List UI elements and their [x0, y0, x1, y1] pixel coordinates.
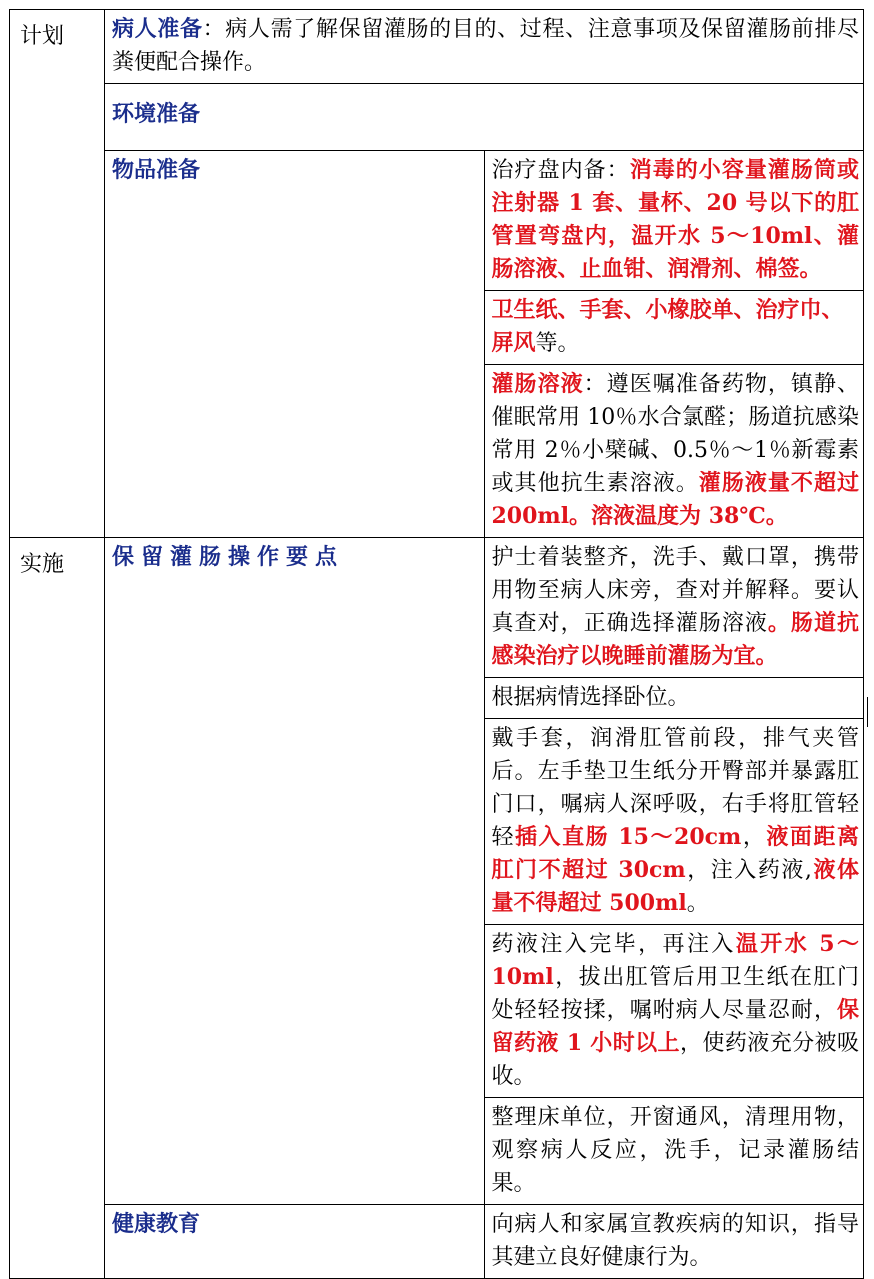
items-prep-row1-list: 消毒的小容量灌肠筒或注射器 1 套、量杯、20 号以下的肛管置弯盘内，温开水 5～10ml、灌肠溶液、止血钳、润滑剂、棉签。: [491, 157, 859, 282]
health-edu-label-cell: [105, 1205, 485, 1279]
procedure-step-3-text-c: ，: [741, 825, 767, 850]
nursing-procedure-table: [9, 9, 864, 1279]
section-impl-cell: [10, 538, 105, 1279]
procedure-step-2: [484, 678, 864, 719]
procedure-step-3-text-g: 。: [686, 891, 709, 916]
items-prep-label-cell: [105, 151, 485, 538]
procedure-step-3: [484, 719, 864, 925]
items-prep-label: 物品准备: [112, 157, 201, 183]
procedure-step-1-text: 护士着装整齐，洗手、戴口罩，携带用物至病人床旁，查对并解释。要认真查对，正确选择灌肠溶液: [491, 545, 859, 636]
procedure-step-4-retain-time: 保留药液 1 小时以上: [491, 997, 859, 1056]
items-prep-row2-suffix: 等。: [535, 331, 580, 356]
procedure-step-3-text-e: ，注入药液,: [685, 858, 812, 883]
section-plan-label: 计划: [20, 24, 65, 49]
procedure-step-1: [484, 538, 864, 678]
table-row: [10, 151, 864, 291]
items-prep-row3-label: 灌肠溶液: [491, 371, 584, 397]
items-prep-row3-emphasis: 灌肠液量不超过 200ml。溶液温度为 38℃。: [491, 470, 859, 529]
procedure-step-4: [484, 925, 864, 1098]
table-row: [10, 84, 864, 151]
patient-prep-cell: [105, 10, 864, 84]
procedure-step-5-text: 整理床单位，开窗通风，清理用物，观察病人反应，洗手，记录灌肠结果。: [491, 1105, 859, 1196]
items-prep-row2: [484, 291, 864, 365]
items-prep-row1: [484, 151, 864, 291]
section-plan-cell: [10, 10, 105, 538]
items-prep-row3-text: ：遵医嘱准备药物，镇静、催眠常用 10％水合氯醛；肠道抗感染常用 2％小檗碱、0.5％～1％新霉素或其他抗生素溶液。: [491, 372, 859, 496]
procedure-step-5: [484, 1098, 864, 1205]
env-prep-label: 环境准备: [112, 101, 201, 127]
margin-marker: [867, 697, 868, 727]
procedure-step-3-insert-depth: 插入直肠 15～20cm: [515, 824, 742, 850]
table-row: [10, 538, 864, 678]
procedure-step-2-text: 根据病情选择卧位。: [491, 685, 690, 710]
health-edu-text-cell: [484, 1205, 864, 1279]
items-prep-row1-prefix: 治疗盘内备：: [491, 158, 630, 183]
env-prep-cell: [105, 84, 864, 151]
procedure-step-4-warm-water: 温开水 5～10ml: [491, 931, 859, 990]
procedure-step-3-liquid-height: 液面距离肛门不超过 30cm: [491, 824, 859, 883]
procedure-step-4-text-e: ，使药液充分被吸收。: [491, 1031, 859, 1089]
procedure-step-4-text-a: 药液注入完毕，再注入: [491, 932, 736, 957]
procedure-step-4-text-c: ，拔出肛管后用卫生纸在肛门处轻轻按揉，嘱咐病人尽量忍耐，: [491, 965, 859, 1023]
items-prep-row3: [484, 365, 864, 538]
items-prep-row2-list: 卫生纸、手套、小橡胶单、治疗巾、屏风: [491, 297, 844, 356]
procedure-step-1-emphasis: 。肠道抗感染治疗以晚睡前灌肠为宜。: [491, 610, 859, 669]
table-row: [10, 10, 864, 84]
health-edu-label: 健康教育: [112, 1211, 201, 1237]
section-impl-label: 实施: [20, 552, 65, 577]
health-edu-text: 向病人和家属宣教疾病的知识，指导其建立良好健康行为。: [491, 1212, 859, 1270]
procedure-step-3-text-a: 戴手套，润滑肛管前段，排气夹管后。左手垫卫生纸分开臀部并暴露肛门口，嘱病人深呼吸，右手将肛管轻轻: [491, 726, 859, 850]
table-row: [10, 1205, 864, 1279]
procedure-label: 保留灌肠操作要点: [112, 544, 345, 570]
procedure-step-3-volume-limit: 液体量不得超过 500ml: [491, 857, 859, 916]
procedure-label-cell: [105, 538, 485, 1205]
patient-prep-label: 病人准备: [112, 16, 203, 42]
patient-prep-text: ：病人需了解保留灌肠的目的、过程、注意事项及保留灌肠前排尽粪便配合操作。: [112, 17, 859, 75]
